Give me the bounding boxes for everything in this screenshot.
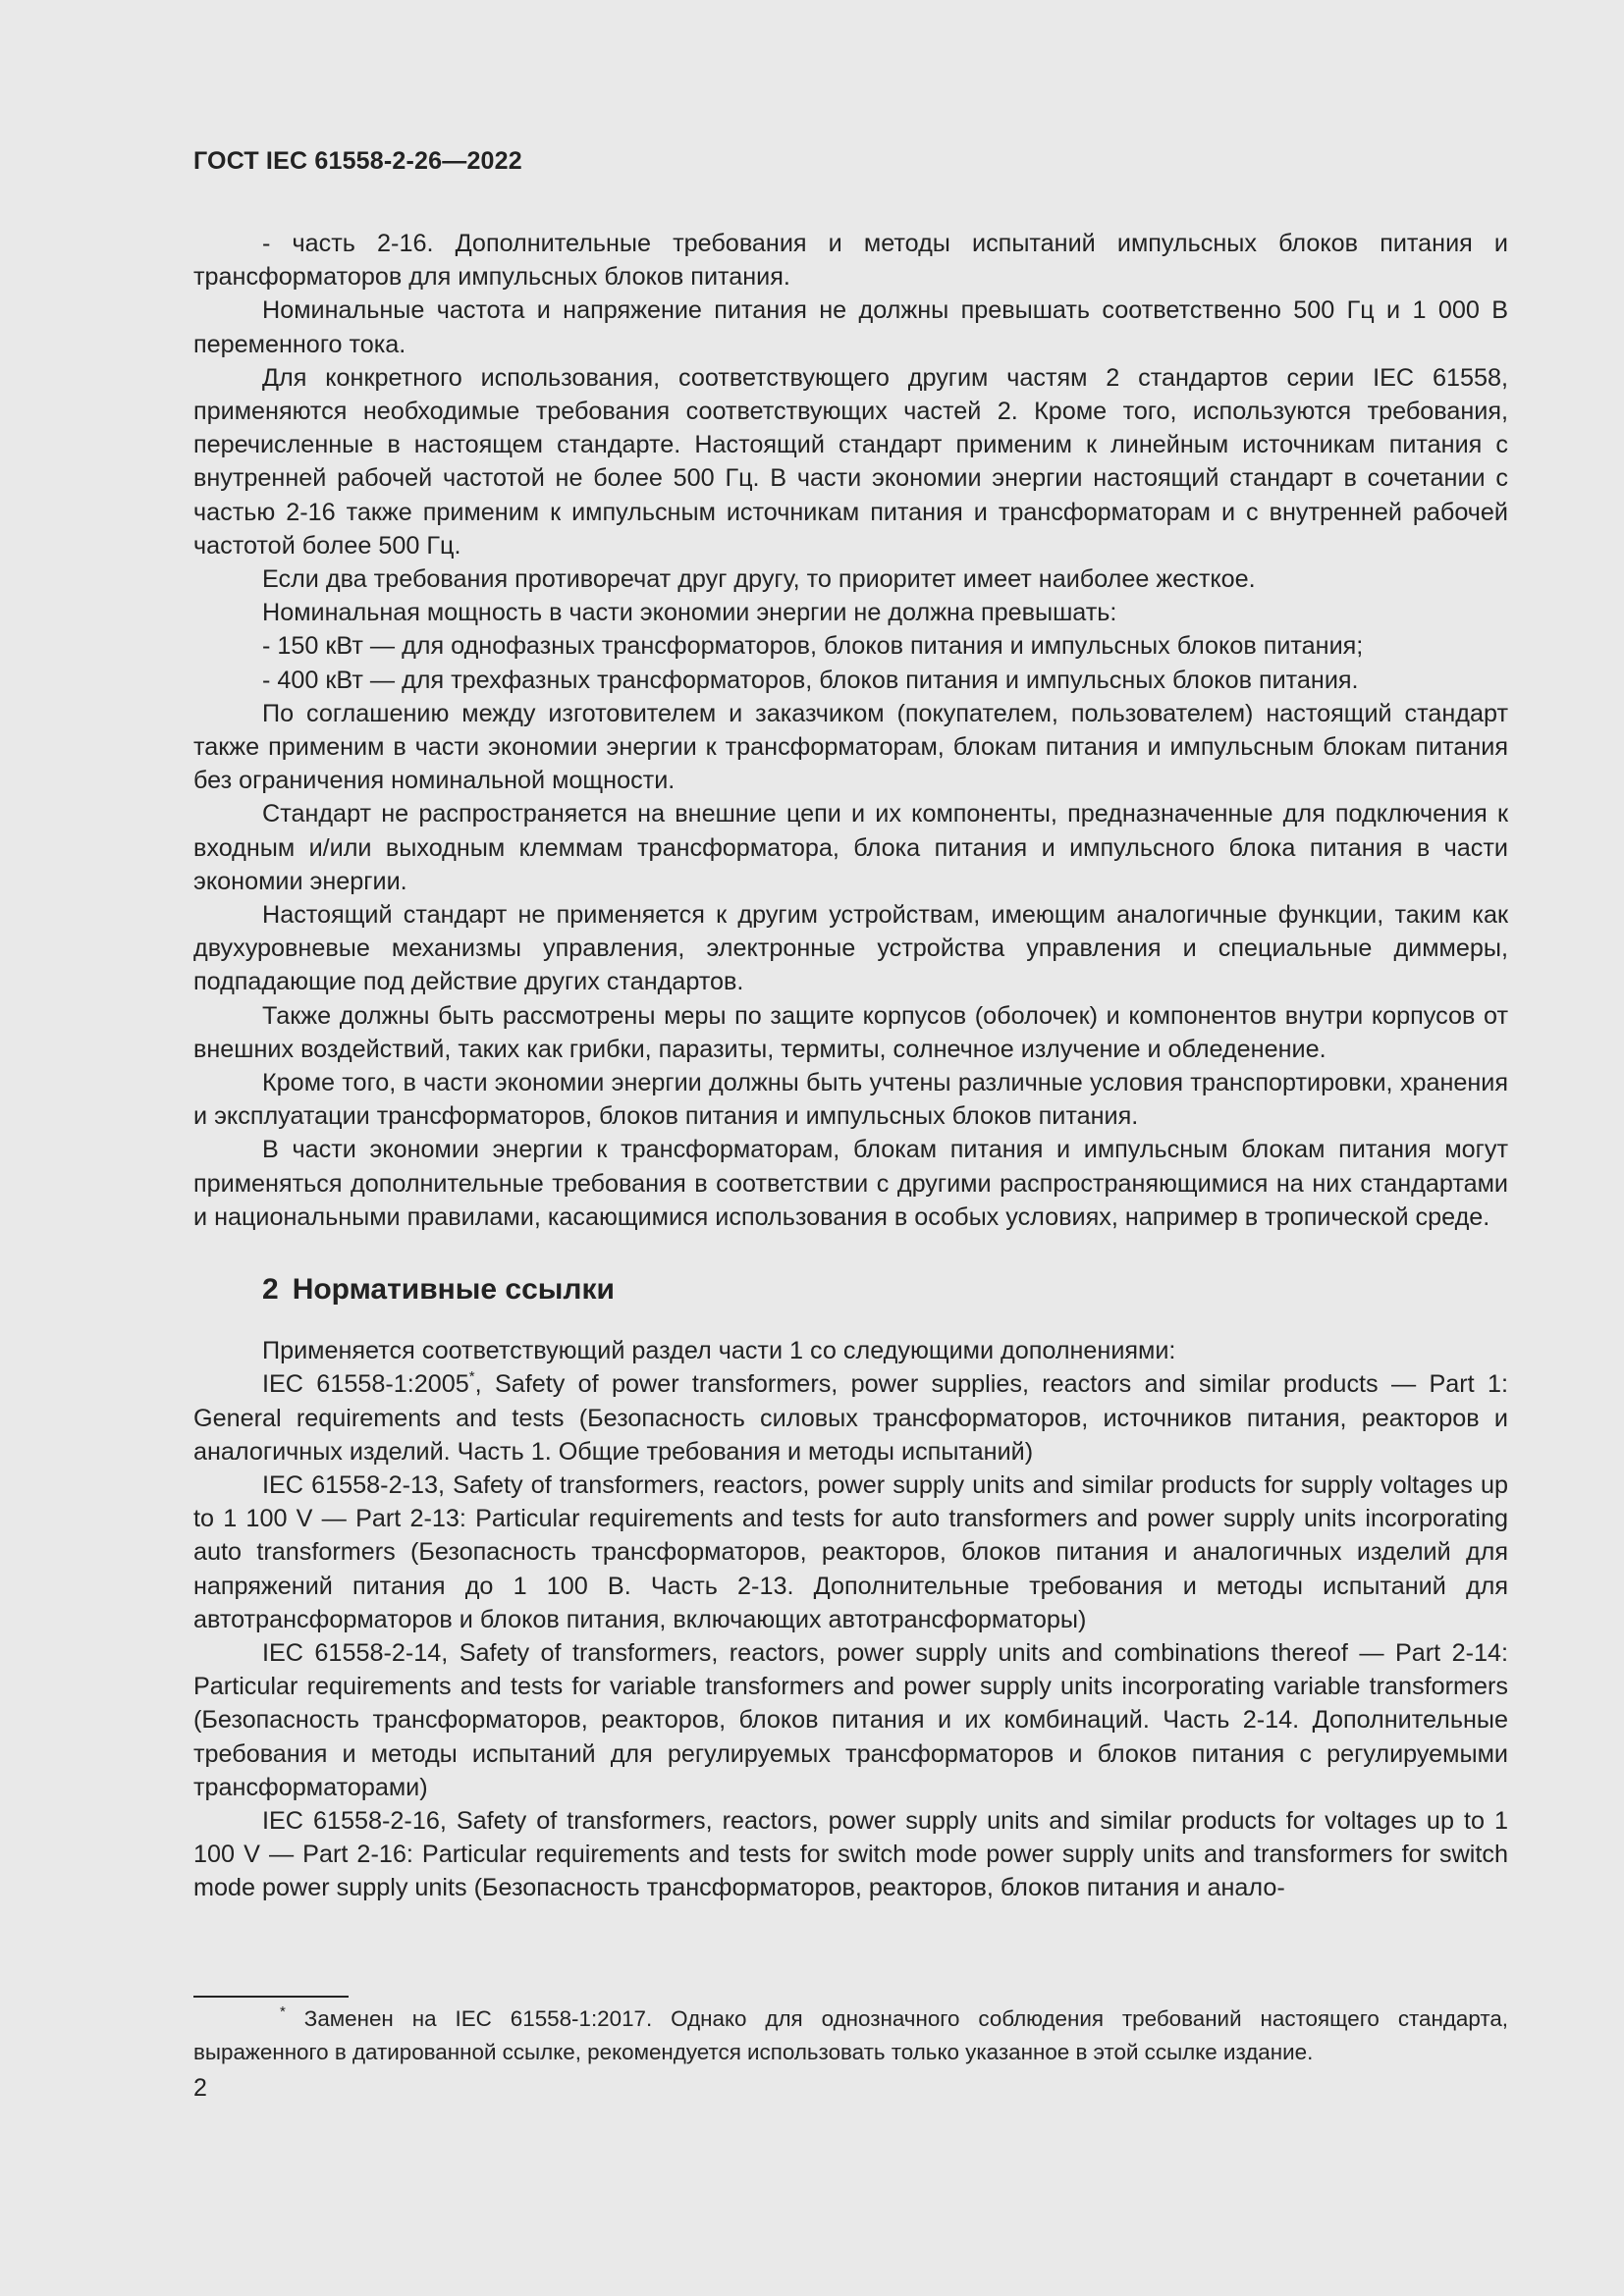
list-item: - 400 кВт — для трехфазных трансформаторов, блоков питания и импульсных блоков питания. [262,666,1359,694]
paragraph: - часть 2-16. Дополнительные требования и методы испытаний импульсных блоков питания и трансформаторов для импульсных блоков питания. [193,230,1508,292]
paragraph: Стандарт не распространяется на внешние цепи и их компоненты, предназначенные для подключения к входным и/или выходным клеммам трансформатора, блока питания и импульсного блока питания в части экономии энергии. [193,800,1508,895]
document-header: ГОСТ IEC 61558-2-26—2022 [193,147,522,175]
reference-item [193,1367,1508,1468]
section-number: 2 [262,1273,279,1307]
footnote [193,2002,1508,2069]
body-text [193,227,1508,1905]
footnote-text: Заменен на IEC 61558-1:2017. Однако для однозначного соблюдения требований настоящего стандарта, выраженного в датированной ссылке, рекомендуется использовать только указанное в этой ссылке издание. [193,2006,1508,2064]
footnote-divider [193,1996,349,1998]
paragraph: Если два требования противоречат друг другу, то приоритет имеет наиболее жесткое. [262,565,1256,594]
footnote-mark: * [280,2002,286,2020]
page-number: 2 [193,2074,207,2102]
section-heading [262,1270,1508,1309]
reference-item: IEC 61558-2-14, Safety of transformers, reactors, power supply units and combinations thereof — Part 2-14: Particular requirements and tests for variable transformers and power supply units incorporating variable transformers (Безопасность трансформаторов, реакторов, блоков питания и их комбинаций. Часть 2-14. Дополнительные требования и методы испытаний для регулируемых трансформаторов и блоков питания с регулируемыми трансформаторами) [193,1638,1508,1801]
reference-item: IEC 61558-2-16, Safety of transformers, reactors, power supply units and similar products for voltages up to 1 100 V — Part 2-16: Particular requirements and tests for switch mode power supply units and transformers for switch mode power supply units (Безопасность трансформаторов, реакторов, блоков питания и анало- [193,1806,1508,1902]
paragraph: Номинальные частота и напряжение питания не должны превышать соответственно 500 Гц и 1 000 В переменного тока. [193,296,1508,358]
paragraph: По соглашению между изготовителем и заказчиком (покупателем, пользователем) настоящий стандарт также применим в части экономии энергии к трансформаторам, блокам питания и импульсным блокам питания без ограничения номинальной мощности. [193,699,1508,795]
section-intro: Применяется соответствующий раздел части 1 со следующими дополнениями: [262,1337,1176,1365]
paragraph: Настоящий стандарт не применяется к другим устройствам, имеющим аналогичные функции, таким как двухуровневые механизмы управления, электронные устройства управления и специальные диммеры, подпадающие под действие других стандартов. [193,901,1508,996]
paragraph: Для конкретного использования, соответствующего другим частям 2 стандартов серии IEC 61558, применяются необходимые требования соответствующих частей 2. Кроме того, используются требования, перечисленные в настоящем стандарте. Настоящий стандарт применим к линейным источникам питания с внутренней рабочей частотой не более 500 Гц. В части экономии энергии настоящий стандарт в сочетании с частью 2-16 также применим к импульсным источникам питания и трансформаторам и с внутренней рабочей частотой более 500 Гц. [193,363,1508,560]
section-title: Нормативные ссылки [292,1273,615,1307]
reference-item: IEC 61558-2-13, Safety of transformers, reactors, power supply units and similar products for supply voltages up to 1 100 V — Part 2-13: Particular requirements and tests for auto transformers and power supply units incorporating auto transformers (Безопасность трансформаторов, реакторов, блоков питания и аналогичных изделий для напряжений питания до 1 100 В. Часть 2-13. Дополнительные требования и методы испытаний для автотрансформаторов и блоков питания, включающих автотрансформаторы) [193,1470,1508,1633]
reference-code: IEC 61558-1:2005 [262,1370,469,1399]
reference-text: , Safety of power transformers, power supplies, reactors and similar products — Part 1: General requirements and tests (Безопасность силовых трансформаторов, источников питания, реакторов и аналогичных изделий. Часть 1. Общие требования и методы испытаний) [193,1370,1508,1466]
paragraph: Также должны быть рассмотрены меры по защите корпусов (оболочек) и компонентов внутри корпусов от внешних воздействий, таких как грибки, паразиты, термиты, солнечное излучение и обледенение. [193,1001,1508,1063]
list-item: - 150 кВт — для однофазных трансформаторов, блоков питания и импульсных блоков питания; [262,632,1364,661]
paragraph: В части экономии энергии к трансформаторам, блокам питания и импульсным блокам питания могут применяться дополнительные требования в соответствии с другими распространяющимися на них стандартами и национальными правилами, касающимися использования в особых условиях, например в тропической среде. [193,1136,1508,1231]
paragraph: Кроме того, в части экономии энергии должны быть учтены различные условия транспортировки, хранения и эксплуатации трансформаторов, блоков питания и импульсных блоков питания. [193,1069,1508,1131]
paragraph: Номинальная мощность в части экономии энергии не должна превышать: [262,599,1117,627]
footnote-marker: * [468,1367,475,1385]
